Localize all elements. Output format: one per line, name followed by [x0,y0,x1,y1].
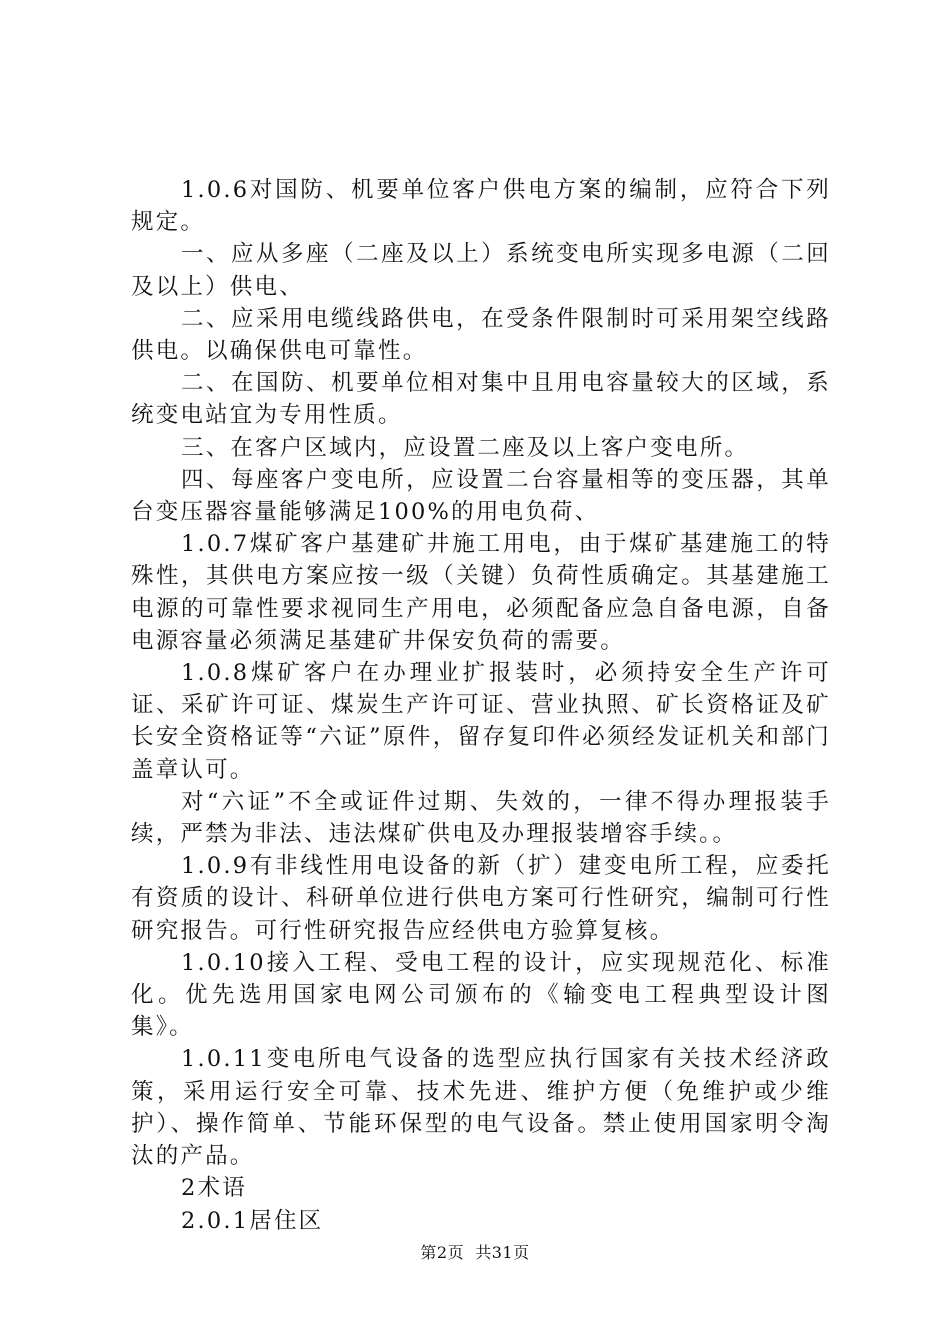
section-heading: 2术语 [181,1175,247,1202]
paragraph: 二、在国防、机要单位相对集中且用电容量较大的区域，系统变电站宜为专用性质。 [131,370,831,429]
page-number: 第2页 共31页 [420,1243,530,1262]
paragraph: 二、应采用电缆线路供电，在受条件限制时可采用架空线路供电。以确保供电可靠性。 [131,305,831,365]
paragraph: 1.0.10接入工程、受电工程的设计，应实现规范化、标准化。优先选用国家电网公司颁布的《输变电工程典型设计图集》。 [131,949,831,1041]
paragraph: 对“六证”不全或证件过期、失效的，一律不得办理报装手续，严禁为非法、违法煤矿供电及办理报装增容手续。。 [131,788,831,848]
paragraph: 1.0.6对国防、机要单位客户供电方案的编制，应符合下列规定。 [131,177,831,236]
paragraph: 1.0.8煤矿客户在办理业扩报装时，必须持安全生产许可证、采矿许可证、煤炭生产许可证、营业执照、矿长资格证及矿长安全资格证等“六证”原件，留存复印件必须经发证机关和部门盖章认可。 [131,660,831,783]
paragraph: 四、每座客户变电所，应设置二台容量相等的变压器，其单台变压器容量能够满足100%的用电负荷、 [131,466,831,526]
paragraph: 1.0.7煤矿客户基建矿井施工用电，由于煤矿基建施工的特殊性，其供电方案应按一级（关键）负荷性质确定。其基建施工电源的可靠性要求视同生产用电，必须配备应急自备电源，自备电源容量必须满足基建矿井保安负荷的需要。 [131,531,831,654]
paragraph: 三、在客户区域内，应设置二座及以上客户变电所。 [181,434,750,461]
paragraph: 1.0.11变电所电气设备的选型应执行国家有关技术经济政策，采用运行安全可靠、技术先进、维护方便（免维护或少维护）、操作简单、节能环保型的电气设备。禁止使用国家明令淘汰的产品。 [131,1046,831,1170]
paragraph: 1.0.9有非线性用电设备的新（扩）建变电所工程，应委托有资质的设计、科研单位进行供电方案可行性研究，编制可行性研究报告。可行性研究报告应经供电方验算复核。 [131,853,831,944]
document-body [131,174,831,1237]
subsection-heading: 2.0.1居住区 [181,1207,324,1234]
page-footer [0,1243,950,1263]
paragraph: 一、应从多座（二座及以上）系统变电所实现多电源（二回及以上）供电、 [131,241,831,300]
